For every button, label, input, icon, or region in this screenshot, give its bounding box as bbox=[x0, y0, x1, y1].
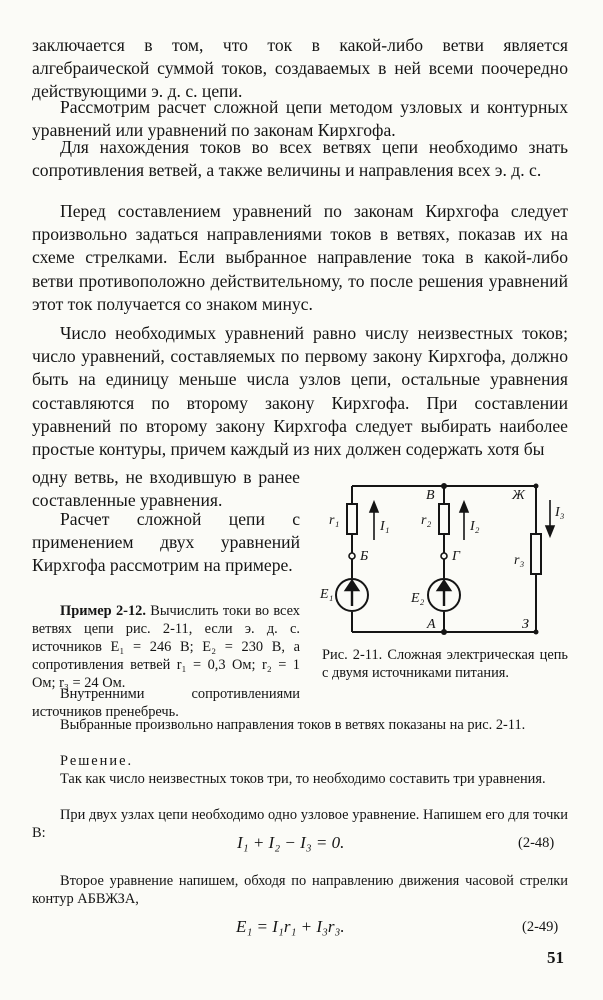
paragraph-equation-count-end: одну ветвь, не входившую в ранее составленные уравнения. bbox=[32, 467, 300, 511]
paragraph-kirchhoff-intro: Рассмотрим расчет сложной цепи методом узловых и контурных уравнений или уравнений по законам Кирхгофа. bbox=[32, 97, 568, 141]
example-title: Пример 2-12. bbox=[60, 603, 146, 619]
paragraph-requirements: Для нахождения токов во всех ветвях цепи необходимо знать сопротивления ветвей, а также величины и направления всех э. д. с. bbox=[32, 137, 568, 181]
paragraph-current-directions: Перед составлением уравнений по законам Кирхгофа следует произвольно задаться направлениями токов в ветвях, показав их на схеме стрелками. Если выбранное направление тока в какой-либо ветви противоположно действительному, то после решения уравнений этот ток получается со знаком минус. bbox=[32, 201, 568, 314]
node-label-b: Б bbox=[360, 549, 369, 564]
paragraph-equation-count: Число необходимых уравнений равно числу неизвестных токов; число уравнений, составляемых по первому закону Кирхгофа, должно быть на единицу меньше числа узлов цепи, остальные уравнения составляются по второму закону Кирхгофа. При составлении уравнений по второму закону Кирхгофа следует выбирать наиболее простые контуры, причем каждый из них должен содержать хотя бы bbox=[32, 323, 568, 460]
resistor-r1 bbox=[347, 504, 357, 534]
node-label-a: А bbox=[427, 617, 436, 632]
node-label-g: Г bbox=[452, 549, 460, 564]
paragraph-superposition: заключается в том, что ток в какой-либо ветви является алгебраической суммой токов, создаваемых в ней всеми поочередно действующими э. д. с. цепи. bbox=[32, 35, 568, 102]
equation-node: I₁ + I₂ − I₃ = 0. bbox=[237, 833, 345, 852]
example-internal-resistance: Внутренними сопротивлениями источников пренебречь. bbox=[32, 686, 300, 720]
label-r1: r₁ bbox=[329, 513, 340, 528]
equation-loop: E₁ = I₁r₁ + I₃r₃. bbox=[236, 917, 345, 936]
equation-number-2-49: (2-49) bbox=[522, 919, 559, 935]
solution-step-1: Так как число неизвестных токов три, то необходимо составить три уравнения. bbox=[60, 771, 546, 787]
resistor-r2 bbox=[439, 504, 449, 534]
label-i1: I₁ bbox=[380, 519, 390, 534]
solution-step-3: Второе уравнение напишем, обходя по направлению движения часовой стрелки контур АБВЖЗА, bbox=[32, 873, 568, 907]
label-r2: r₂ bbox=[421, 513, 432, 528]
circuit-diagram bbox=[318, 478, 578, 638]
equation-number-2-48: (2-48) bbox=[518, 835, 555, 851]
figure-caption: Рис. 2-11. Сложная электрическая цепь с двумя источниками питания. bbox=[322, 647, 568, 681]
label-e2: E₂ bbox=[411, 591, 425, 606]
directions-note: Выбранные произвольно направления токов в ветвях показаны на рис. 2-11. bbox=[60, 717, 526, 733]
label-i2: I₂ bbox=[470, 519, 480, 534]
label-r3: r₃ bbox=[514, 553, 525, 568]
solution-heading: Решение. bbox=[60, 753, 134, 769]
node-label-z: З bbox=[522, 617, 529, 632]
example-statement bbox=[32, 602, 300, 692]
resistor-r3 bbox=[531, 534, 541, 574]
label-i3: I₃ bbox=[555, 505, 565, 520]
page-number: 51 bbox=[547, 948, 564, 967]
example-text: Вычислить токи во всех ветвях цепи рис. 2-11, если э. д. с. источников E₁ = 246 В; E₂ = 230 В, а сопротивления ветвей r₁ = 0,3 Ом; r₂ = 1 Ом; r₃ = 24 Ом. bbox=[32, 603, 300, 691]
node-label-zh: Ж bbox=[512, 488, 525, 503]
label-e1: E₁ bbox=[320, 587, 334, 602]
solution-step-2: При двух узлах цепи необходимо одно узловое уравнение. Напишем его для точки В: bbox=[32, 807, 568, 841]
paragraph-example-intro: Расчет сложной цепи с применением двух уравнений Кирхгофа рассмотрим на примере. bbox=[32, 509, 300, 576]
node-label-v: В bbox=[426, 488, 435, 503]
